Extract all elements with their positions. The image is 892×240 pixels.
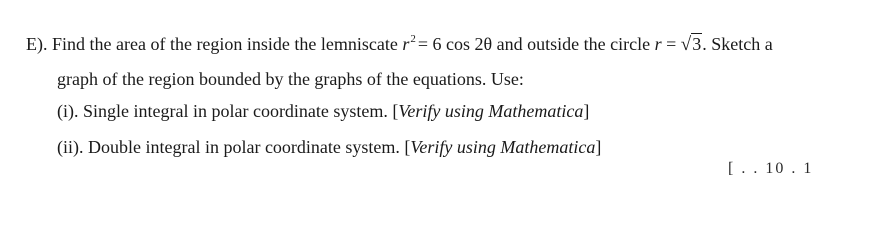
circle-equation [655,34,712,54]
problem-statement-line-1 [26,33,773,58]
part-i-text: (i). Single integral in polar coordinate system. [ [57,101,399,121]
part-ii-verify: Verify using Mathematica [410,137,596,157]
lemniscate-equation [402,34,496,54]
part-i-verify: Verify using Mathematica [398,101,584,121]
lemniscate-rhs: = 6 cos 2θ [417,34,493,54]
part-i [57,100,589,122]
lemniscate-r: r [402,34,410,54]
circle-equals: = [666,34,677,54]
circle-period: . [702,34,707,54]
circle-r: r [654,34,662,54]
lemniscate-exponent: 2 [410,33,416,45]
sqrt-three [681,33,702,56]
part-i-bracket: ] [583,101,590,121]
sqrt-radicand: 3 [692,34,702,54]
sqrt-sign: √ [680,34,692,55]
sketch-instruction: Sketch a [711,34,773,54]
connector-text: and outside the circle [496,34,651,54]
part-ii-text: (ii). Double integral in polar coordinate system. [ [57,137,411,157]
problem-statement-line-2: graph of the region bounded by the graphs of the equations. Use: [57,69,524,89]
problem-label: E). Find the area of the region inside the lemniscate [26,34,398,54]
part-ii-bracket: ] [595,137,602,157]
cut-off-next-line: [ . . 10 . 1 [728,160,814,177]
part-ii [57,136,601,158]
